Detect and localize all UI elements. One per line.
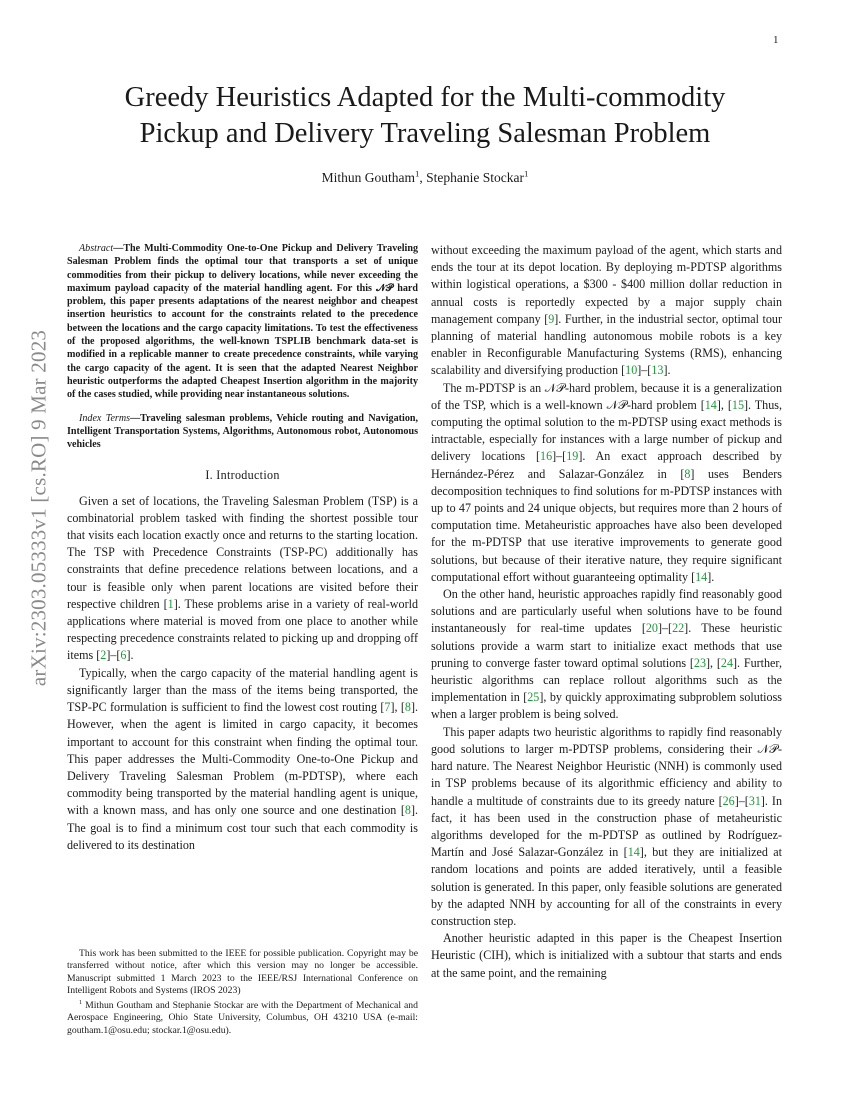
right-paragraph-2 <box>431 380 782 586</box>
citation-link[interactable]: 7 <box>384 700 391 715</box>
author-1-affiliation: 1 <box>414 168 420 179</box>
footnotes <box>67 948 418 1037</box>
abstract <box>67 242 418 402</box>
text-run: ]–[ <box>106 648 121 663</box>
right-paragraph-3 <box>431 586 782 724</box>
citation-link[interactable]: 10 <box>625 363 638 378</box>
text-run: ]. Thus, computing the optimal solution to the m-PDTSP using exact methods is intractable, especially for instances with a large number of pickup and delivery locations [ <box>431 397 782 464</box>
citation-link[interactable]: 19 <box>566 449 579 464</box>
author-separator: , <box>419 170 427 185</box>
footnote-affiliation-text: Mithun Goutham and Stephanie Stockar are with the Department of Mechanical and Aerospace Engineering, Ohio State University, Columbus, OH 43210 USA (e-mail: goutham.1@osu.edu; stockar.1@osu.edu). <box>67 1000 418 1036</box>
citation-link[interactable]: 14 <box>627 845 640 860</box>
abstract-label: Abstract <box>79 243 114 254</box>
citation-link[interactable]: 8 <box>404 700 411 715</box>
text-run: ]. <box>126 648 134 663</box>
text-run: Typically, when the cargo capacity of the material handling agent is significantly larger than the mass of the items being transported, the TSP-PC formulation is sufficient to find the lowest cost routing [ <box>67 665 418 715</box>
citation-link[interactable]: 16 <box>540 449 553 464</box>
right-column <box>431 242 782 982</box>
text-run: ], but they are initialized at random locations and points are added iteratively, until a feasible solution is generated. In this paper, only feasible solutions are generated by the adapted NNH by accounting for all of the constraints in every construction step. <box>431 845 782 928</box>
text-run: ]. These heuristic solutions provide a warm start to initialize exact methods that use pruning to converge faster toward optimal solutions [ <box>431 621 782 670</box>
text-run: This paper adapts two heuristic algorithms to rapidly find reasonably good solutions to larger m-PDTSP problems, considering their 𝒩𝒫-hard nature. The Nearest Neighbor Heuristic (NNH) is commonly used in TSP problems because of its algorithmic efficiency and ability to handle a multitude of constraints due to its greedy nature [ <box>431 724 782 808</box>
author-list <box>60 170 790 186</box>
citation-link[interactable]: 15 <box>731 397 744 412</box>
citation-link[interactable]: 31 <box>748 793 761 808</box>
citation-link[interactable]: 1 <box>167 596 174 611</box>
text-run: ] uses Benders decomposition techniques to find solutions for m-PDTSP instances with up to 47 points and 24 unique objects, but requires more than 2 hours of computation time. Metaheuristic approaches have also been developed for the m-PDTSP that use iterative improvements to generate good solutions, but because of their iterative nature, they require significant computational effort without guaranteeing optimality [ <box>431 466 782 584</box>
author-2-affiliation: 1 <box>523 168 529 179</box>
text-run: ]–[ <box>637 363 652 378</box>
left-column <box>67 242 418 854</box>
text-run: ]. <box>663 363 671 378</box>
text-run: ]–[ <box>657 621 673 636</box>
intro-paragraph-2 <box>67 665 418 854</box>
text-run: ]. Further, in the industrial sector, optimal tour planning of material handling autonomous mobile robots is a key enabler in Reconfigurable Manufacturing Systems (RMS), enhancing scalability and diversifying production [ <box>431 311 782 378</box>
title-line-1: Greedy Heuristics Adapted for the Multi-commodity <box>124 82 726 113</box>
text-run: ]. However, when the agent is limited in cargo capacity, it becomes important to account for this constraint when finding the optimal tour. This paper addresses the Multi-Commodity One-to-One Pickup and Delivery Traveling Salesman Problem (m-PDTSP), where each commodity being transported by the material handling agent is unique, with a known mass, and has only one source and one destination [ <box>67 700 418 818</box>
citation-link[interactable]: 22 <box>672 621 685 636</box>
text-run: ], [ <box>390 700 405 715</box>
citation-link[interactable]: 9 <box>548 311 555 326</box>
index-terms-text: —Traveling salesman problems, Vehicle routing and Navigation, Intelligent Transportation Systems, Algorithms, Autonomous robot, Autonomous vehicles <box>67 412 418 451</box>
text-run: ], by quickly approximating subproblem solutioss when a larger problem is being solved. <box>431 690 782 722</box>
text-run: ], [ <box>706 655 721 670</box>
abstract-text: —The Multi-Commodity One-to-One Pickup and Delivery Traveling Salesman Problem finds the optimal tour that transports a set of unique commodities from their pickup to delivery locations, while never exceeding the maximum payload capacity of the material handling agent. For this 𝒩𝒫 hard problem, this paper presents adaptations of the nearest neighbor and cheapest insertion heuristics to account for the constraints related to the precedence between the locations and the cargo capacity limitations. To test the effectiveness of the proposed algorithms, the well-known TSPLIB benchmark data-set is modified in a replicable manner to create precedence constraints, while varying the cargo capacity of the agent. It is seen that the adapted Nearest Neighbor heuristic outperforms the adapted Cheapest Insertion algorithm in the majority of the cases studied, while providing near instantaneous solutions. <box>67 243 418 401</box>
right-paragraph-1 <box>431 242 782 380</box>
text-run: Given a set of locations, the Traveling Salesman Problem (TSP) is a combinatorial problem tasked with finding the shortest possible tour that visits each location exactly once and returns to the starting location. The TSP with Precedence Constraints (TSP-PC) additionally has constraints that define precedence relations between locations, and a tour is feasible only when parent locations are visited before their respective children [ <box>67 493 418 611</box>
text-run: without exceeding the maximum payload of the agent, which starts and ends the tour at its depot location. By deploying m-PDTSP algorithms within logistical operations, a $300 - $400 million dollar reduction in annual costs is reportedly expected by a major supply chain management company [ <box>431 243 782 326</box>
text-run: ]. In fact, it has been used in the construction phase of metaheuristic algorithms developed for the m-PDTSP as outlined by Rodríguez-Martín and José Salazar-González in [ <box>431 793 783 860</box>
author-1: Mithun Goutham <box>321 170 415 185</box>
text-run: ]. Further, heuristic algorithms can replace rollout algorithms such as the implementation in [ <box>431 655 782 705</box>
citation-link[interactable]: 26 <box>722 793 735 808</box>
citation-link[interactable]: 2 <box>100 648 107 663</box>
citation-link[interactable]: 8 <box>684 466 691 481</box>
citation-link[interactable]: 24 <box>720 655 733 670</box>
citation-link[interactable]: 14 <box>695 569 708 584</box>
arxiv-identifier-text: arXiv:2303.05333v1 [cs.RO] 9 Mar 2023 <box>26 329 51 686</box>
footnote-submission: This work has been submitted to the IEEE for possible publication. Copyright may be transferred without notice, after which this version may no longer be accessible. Manuscript submitted 1 March 2023 to the IEEE/RSJ International Conference on Intelligent Robots and Systems (IROS 2023) <box>67 948 418 996</box>
citation-link[interactable]: 6 <box>120 648 127 663</box>
citation-link[interactable]: 13 <box>651 363 664 378</box>
title-line-2: Pickup and Delivery Traveling Salesman Problem <box>139 118 711 149</box>
text-run: Another heuristic adapted in this paper is the Cheapest Insertion Heuristic (CIH), which is initialized with a subtour that starts and ends at the same point, and the remaining <box>431 931 782 980</box>
text-run: ], [ <box>716 397 732 412</box>
citation-link[interactable]: 23 <box>693 655 706 670</box>
section-heading-introduction: I. Introduction <box>205 468 280 483</box>
text-run: ]. An exact approach described by Hernández-Pérez and Salazar-González in [ <box>431 449 782 481</box>
index-terms-label: Index Terms <box>79 412 131 424</box>
right-paragraph-4 <box>431 724 782 930</box>
arxiv-identifier <box>19 270 59 745</box>
text-run: ]–[ <box>734 793 749 808</box>
citation-link[interactable]: 20 <box>645 621 658 636</box>
paper-title <box>60 80 790 152</box>
text-run: ]. <box>707 569 715 584</box>
text-run: ]. These problems arise in a variety of real-world applications where material is moved from one place to another while respecting precedence constraints related to picking up and dropping off items [ <box>67 596 419 663</box>
right-paragraph-5 <box>431 930 782 982</box>
text-run: ]–[ <box>552 449 567 464</box>
author-2: Stephanie Stockar <box>426 170 524 185</box>
text-run: On the other hand, heuristic approaches rapidly find reasonably good solutions and are particularly useful when solutions have to be found instantaneously for real-time updates [ <box>431 587 782 636</box>
footnote-affiliation-mark: 1 <box>79 998 83 1006</box>
index-terms <box>67 412 418 452</box>
citation-link[interactable]: 8 <box>404 803 411 818</box>
citation-link[interactable]: 14 <box>704 397 717 412</box>
intro-paragraph-1 <box>67 493 418 665</box>
page-number: 1 <box>773 34 779 46</box>
footnote-affiliation <box>67 1000 418 1037</box>
citation-link[interactable]: 25 <box>527 690 540 705</box>
text-run: ]. The goal is to find a minimum cost tour such that each commodity is delivered to its destination <box>67 803 418 852</box>
text-run: The m-PDTSP is an 𝒩𝒫-hard problem, because it is a generalization of the TSP, which is a well-known 𝒩𝒫-hard problem [ <box>431 380 782 412</box>
